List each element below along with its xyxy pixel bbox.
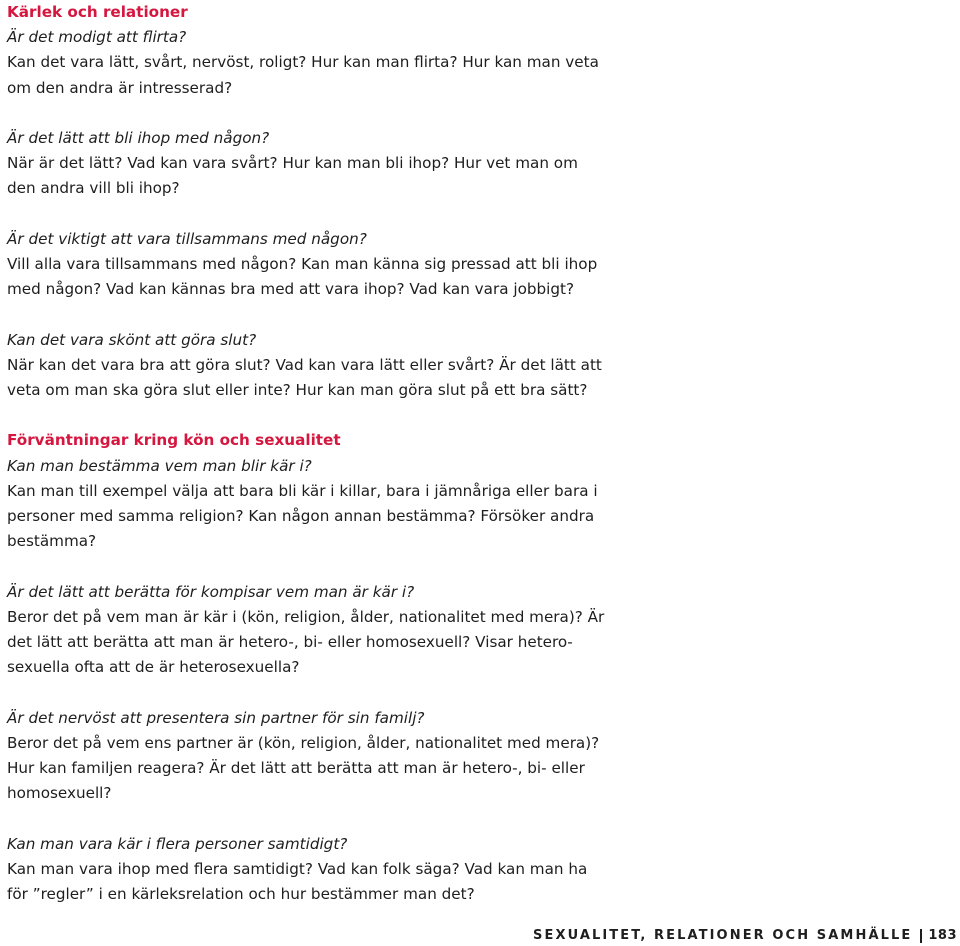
body-text: Vill alla vara tillsammans med någon? Kan man känna sig pressad att bli ihop med någon? Vad kan kännas bra med att vara ihop? Vad kan vara jobbigt? [7,255,598,299]
question-group [7,454,607,555]
page-footer [533,928,957,943]
page-content [7,0,607,932]
section-karlek [7,0,607,403]
question: Är det lätt att bli ihop med någon? [7,129,270,147]
body-text: Beror det på vem ens partner är (kön, religion, ålder, nationalitet med mera)? Hur kan familjen reagera? Är det lätt att berätta att man är hetero-, bi- eller homosexuell? [7,733,600,803]
question: Är det modigt att flirta? [7,28,187,47]
body-text: När är det lätt? Vad kan vara svårt? Hur kan man bli ihop? Hur vet man om den andra vill bli ihop? [7,154,578,198]
question-group [7,328,607,404]
section-title: Kärlek och relationer [7,3,188,21]
question-group [7,706,607,807]
section-forvantningar [7,428,607,907]
question-group [7,580,607,681]
question: Kan man bestämma vem man blir kär i? [7,456,312,475]
question-group [7,832,607,908]
question: Är det viktigt att vara tillsammans med någon? [7,229,367,248]
body-text: Kan man till exempel välja att bara bli kär i killar, bara i jämnåriga eller bara i personer med samma religion? Kan någon annan bestämma? Försöker andra bestämma? [7,481,598,551]
body-text: Kan det vara lätt, svårt, nervöst, roligt? Hur kan man flirta? Hur kan man veta om den andra är intresserad? [7,53,599,97]
footer-divider [920,929,922,943]
page-number: 183 [928,928,957,943]
body-text: Beror det på vem man är kär i (kön, religion, ålder, nationalitet med mera)? Är det lätt att berätta att man är hetero-, bi- eller homosexuell? Visar heterosexuella ofta att de är heterosexuella? [7,607,605,677]
question: Kan man vara kär i flera personer samtidigt? [7,834,348,853]
section-title: Förväntningar kring kön och sexualitet [7,431,341,450]
question-group [7,25,607,101]
running-title: SEXUALITET, RELATIONER OCH SAMHÄLLE [533,928,913,943]
question-group [7,227,607,303]
question-group [7,126,607,202]
body-text: Kan man vara ihop med flera samtidigt? Vad kan folk säga? Vad kan man ha för ”regler” i en kärleksrelation och hur bestämmer man det? [7,859,588,903]
question: Kan det vara skönt att göra slut? [7,330,257,349]
question: Är det lätt att berätta för kompisar vem man är kär i? [7,582,415,601]
body-text: När kan det vara bra att göra slut? Vad kan vara lätt eller svårt? Är det lätt att veta om man ska göra slut eller inte? Hur kan man göra slut på ett bra sätt? [7,355,602,399]
question: Är det nervöst att presentera sin partner för sin familj? [7,708,425,727]
